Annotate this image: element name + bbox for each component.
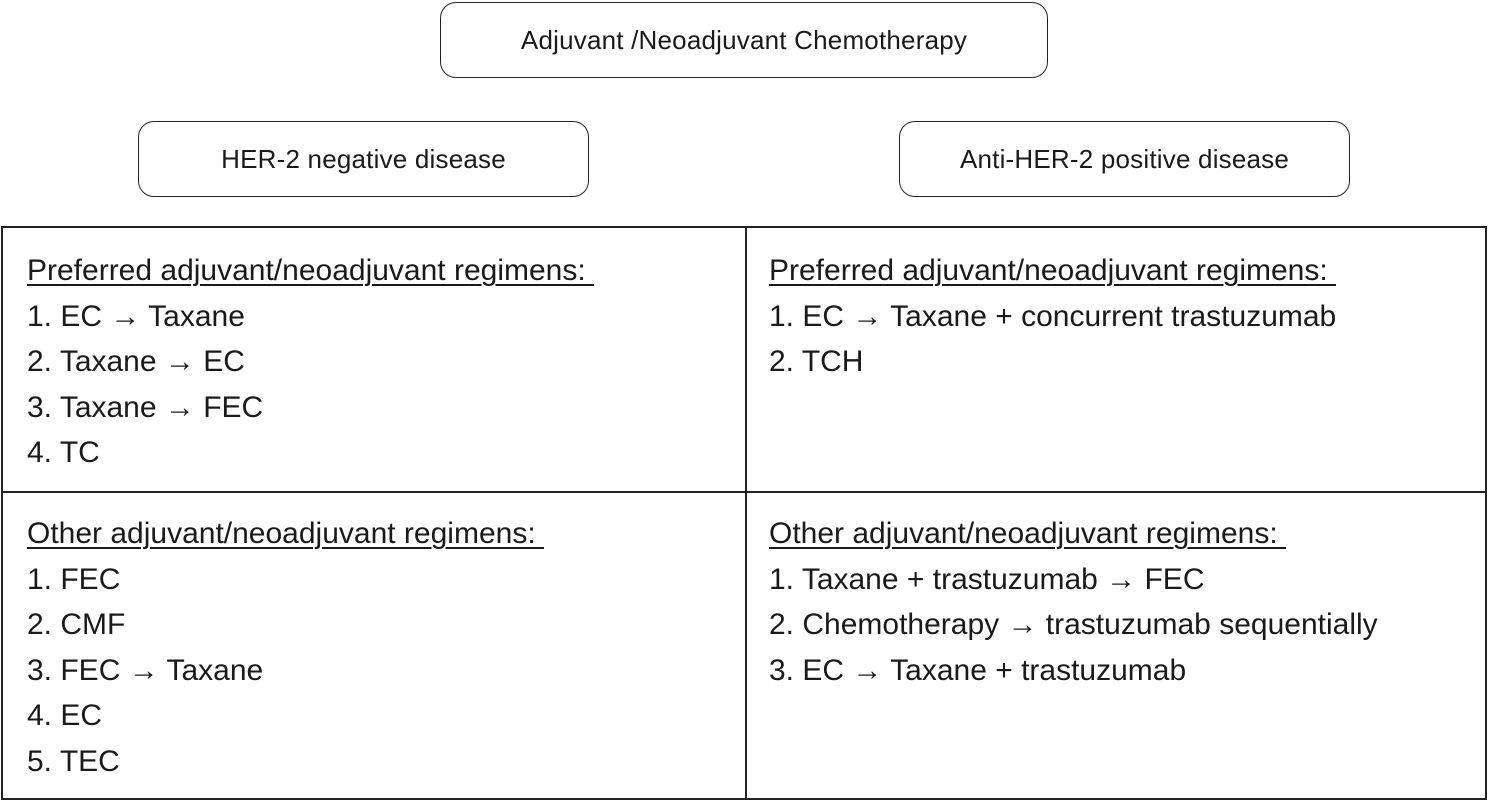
cell-heading: Preferred adjuvant/neoadjuvant regimens: [769, 254, 1337, 287]
regimen-item: 1. EC → Taxane + concurrent trastuzumab [769, 299, 1337, 333]
cell-heading: Other adjuvant/neoadjuvant regimens: [27, 517, 544, 550]
cell-heading: Other adjuvant/neoadjuvant regimens: [769, 517, 1286, 550]
regimen-item: 1. FEC [27, 562, 121, 596]
regimen-list [769, 294, 1487, 385]
regimen-item: 2. Chemotherapy → trastuzumab sequentially [769, 608, 1378, 642]
regimen-list [27, 557, 745, 785]
table-horizontal-divider [3, 491, 1485, 493]
her2-positive-label: Anti-HER-2 positive disease [959, 143, 1290, 174]
her2-negative-other-cell [3, 511, 745, 785]
chemotherapy-root-box [440, 2, 1048, 78]
regimen-item: 3. Taxane → FEC [27, 390, 264, 424]
regimen-item: 3. EC → Taxane + trastuzumab [769, 653, 1187, 687]
her2-negative-preferred-cell [3, 248, 745, 476]
regimen-item: 2. Taxane → EC [27, 345, 245, 379]
regimen-item: 2. CMF [27, 608, 126, 642]
her2-positive-box [899, 121, 1350, 197]
chemotherapy-root-label: Adjuvant /Neoadjuvant Chemotherapy [520, 24, 968, 55]
regimen-list [27, 294, 745, 476]
regimen-item: 2. TCH [769, 345, 864, 379]
cell-heading: Preferred adjuvant/neoadjuvant regimens: [27, 254, 595, 287]
her2-negative-box [138, 121, 589, 197]
regimen-list [769, 557, 1487, 694]
her2-positive-preferred-cell [745, 248, 1487, 385]
regimen-item: 4. TC [27, 436, 100, 470]
regimen-item: 3. FEC → Taxane [27, 653, 264, 687]
regimen-item: 5. TEC [27, 744, 120, 778]
her2-negative-label: HER-2 negative disease [221, 143, 506, 174]
regimen-table [1, 226, 1487, 800]
regimen-item: 4. EC [27, 699, 103, 733]
her2-positive-other-cell [745, 511, 1487, 693]
regimen-item: 1. Taxane + trastuzumab → FEC [769, 562, 1205, 596]
regimen-item: 1. EC → Taxane [27, 299, 245, 333]
